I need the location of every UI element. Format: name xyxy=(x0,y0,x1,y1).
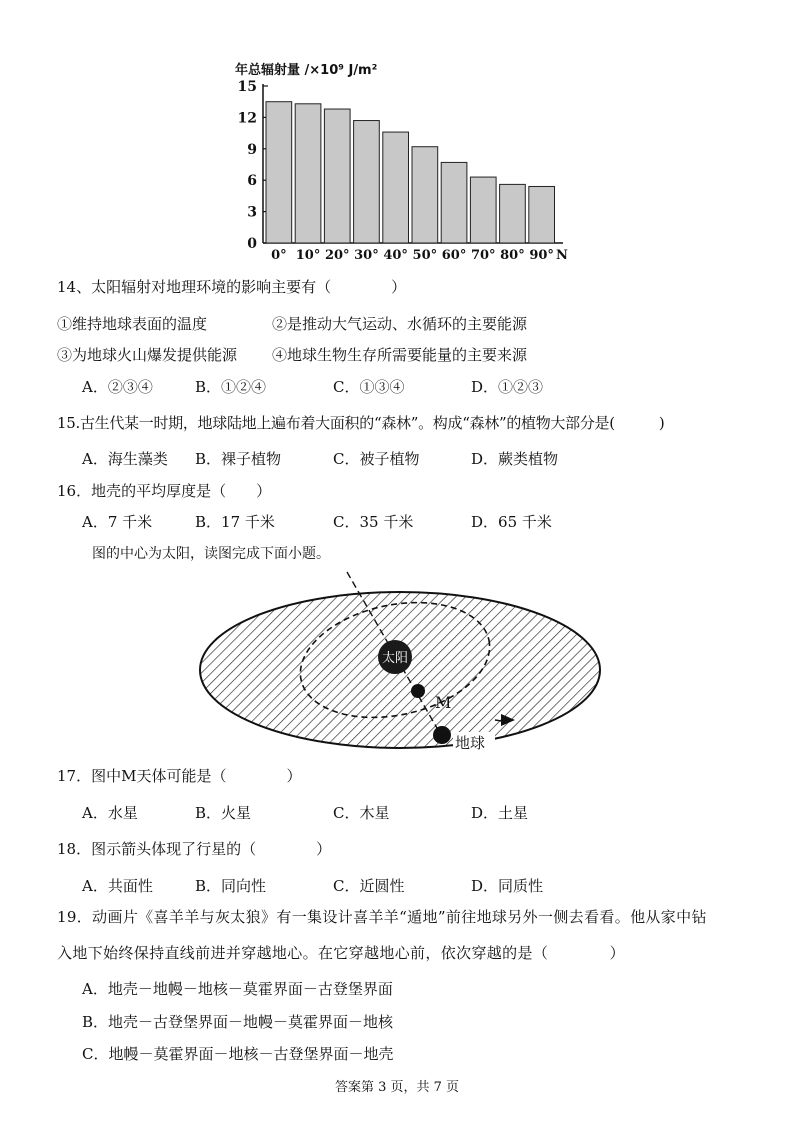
x-tick-label: 0° xyxy=(271,248,287,263)
bar-3 xyxy=(354,121,380,243)
bar-4 xyxy=(383,132,409,243)
sun-label: 太阳 xyxy=(381,651,409,666)
q14-item-1: ①维持地球表面的温度 xyxy=(57,315,208,333)
m-label: M xyxy=(435,693,452,712)
bar-6 xyxy=(441,162,467,243)
y-tick-label: 12 xyxy=(237,110,257,127)
x-tick-label: 30° xyxy=(354,248,379,263)
x-tick-label: 40° xyxy=(383,248,408,263)
x-tick-label: 60° xyxy=(441,248,467,263)
q19-option-a[interactable]: A．地壳－地幔－地核－莫霍界面－古登堡界面 xyxy=(82,980,393,998)
q14-item-2: ②是推动大气运动、水循环的主要能源 xyxy=(272,315,528,333)
q14-item-4: ④地球生物生存所需要能量的主要来源 xyxy=(272,346,528,364)
q18-option-c[interactable]: C．近圆性 xyxy=(333,877,405,895)
q18-option-a[interactable]: A．共面性 xyxy=(82,877,153,895)
x-tick-label: 80° xyxy=(500,248,525,263)
m-body-icon xyxy=(411,684,425,698)
q19-stem-line-1: 19．动画片《喜羊羊与灰太狼》有一集设计喜羊羊“遁地”前往地球另外一侧去看看。他从家中钻 xyxy=(57,908,707,926)
q17-option-b[interactable]: B．火星 xyxy=(195,804,252,822)
q15-stem: 15.古生代某一时期，地球陆地上遍布着大面积的“森林”。构成“森林”的植物大部分是( ) xyxy=(57,414,665,432)
q14-stem: 14、太阳辐射对地理环境的影响主要有（ ） xyxy=(57,278,407,296)
q19-option-c[interactable]: C．地幔－莫霍界面－地核－古登堡界面－地壳 xyxy=(82,1045,394,1063)
figure-intro: 图的中心为太阳，读图完成下面小题。 xyxy=(92,546,330,562)
solar-orbit-figure xyxy=(195,570,605,760)
q15-option-a[interactable]: A．海生藻类 xyxy=(82,450,168,468)
bar-0 xyxy=(266,102,292,243)
q14-item-3: ③为地球火山爆发提供能源 xyxy=(57,346,238,364)
q16-option-d[interactable]: D．65 千米 xyxy=(471,513,552,531)
y-tick-label: 0 xyxy=(247,236,257,252)
bar-5 xyxy=(412,147,438,243)
q16-option-c[interactable]: C．35 千米 xyxy=(333,513,414,531)
bar-9 xyxy=(529,186,555,243)
q17-option-d[interactable]: D．土星 xyxy=(471,804,529,822)
earth-label: 地球 xyxy=(455,734,486,752)
q17-option-a[interactable]: A．水星 xyxy=(82,804,138,822)
q14-option-d[interactable]: D．①②③ xyxy=(471,378,544,396)
q16-option-b[interactable]: B．17 千米 xyxy=(195,513,275,531)
x-tick-label: 90° xyxy=(529,248,554,263)
q17-option-c[interactable]: C．木星 xyxy=(333,804,390,822)
bar-2 xyxy=(324,109,350,243)
bar-8 xyxy=(500,184,526,243)
radiation-bar-chart xyxy=(225,58,570,263)
x-axis-unit: N xyxy=(556,248,568,263)
q18-option-b[interactable]: B．同向性 xyxy=(195,877,267,895)
x-tick-label: 50° xyxy=(412,248,438,263)
q18-option-d[interactable]: D．同质性 xyxy=(471,877,544,895)
q17-stem: 17．图中M天体可能是（ ） xyxy=(57,767,302,785)
y-tick-label: 15 xyxy=(237,79,257,95)
bar-1 xyxy=(295,104,321,243)
page-footer: 答案第 3 页，共 7 页 xyxy=(334,1080,460,1095)
q18-stem: 18．图示箭头体现了行星的（ ） xyxy=(57,840,332,858)
x-tick-label: 70° xyxy=(470,248,496,263)
q19-stem-line-2: 入地下始终保持直线前进并穿越地心。在它穿越地心前，依次穿越的是（ ） xyxy=(57,944,625,962)
bar-7 xyxy=(470,177,496,243)
q15-option-c[interactable]: C．被子植物 xyxy=(333,450,420,468)
x-tick-label: 20° xyxy=(324,248,350,263)
q14-option-b[interactable]: B．①②④ xyxy=(195,378,267,396)
q16-stem: 16．地壳的平均厚度是（ ） xyxy=(57,482,272,500)
q14-option-c[interactable]: C．①③④ xyxy=(333,378,405,396)
earth-icon xyxy=(433,726,451,744)
q14-option-a[interactable]: A．②③④ xyxy=(82,378,153,396)
y-axis-title: 年总辐射量 /×10⁹ J/m² xyxy=(235,63,378,78)
x-tick-label: 10° xyxy=(295,248,321,263)
q15-option-d[interactable]: D．蕨类植物 xyxy=(471,450,559,468)
q19-option-b[interactable]: B．地壳－古登堡界面－地幔－莫霍界面－地核 xyxy=(82,1013,394,1031)
y-tick-label: 3 xyxy=(247,204,257,221)
y-tick-label: 9 xyxy=(247,141,257,158)
q16-option-a[interactable]: A．7 千米 xyxy=(82,513,153,531)
q15-option-b[interactable]: B．裸子植物 xyxy=(195,450,282,468)
y-tick-label: 6 xyxy=(247,173,257,190)
